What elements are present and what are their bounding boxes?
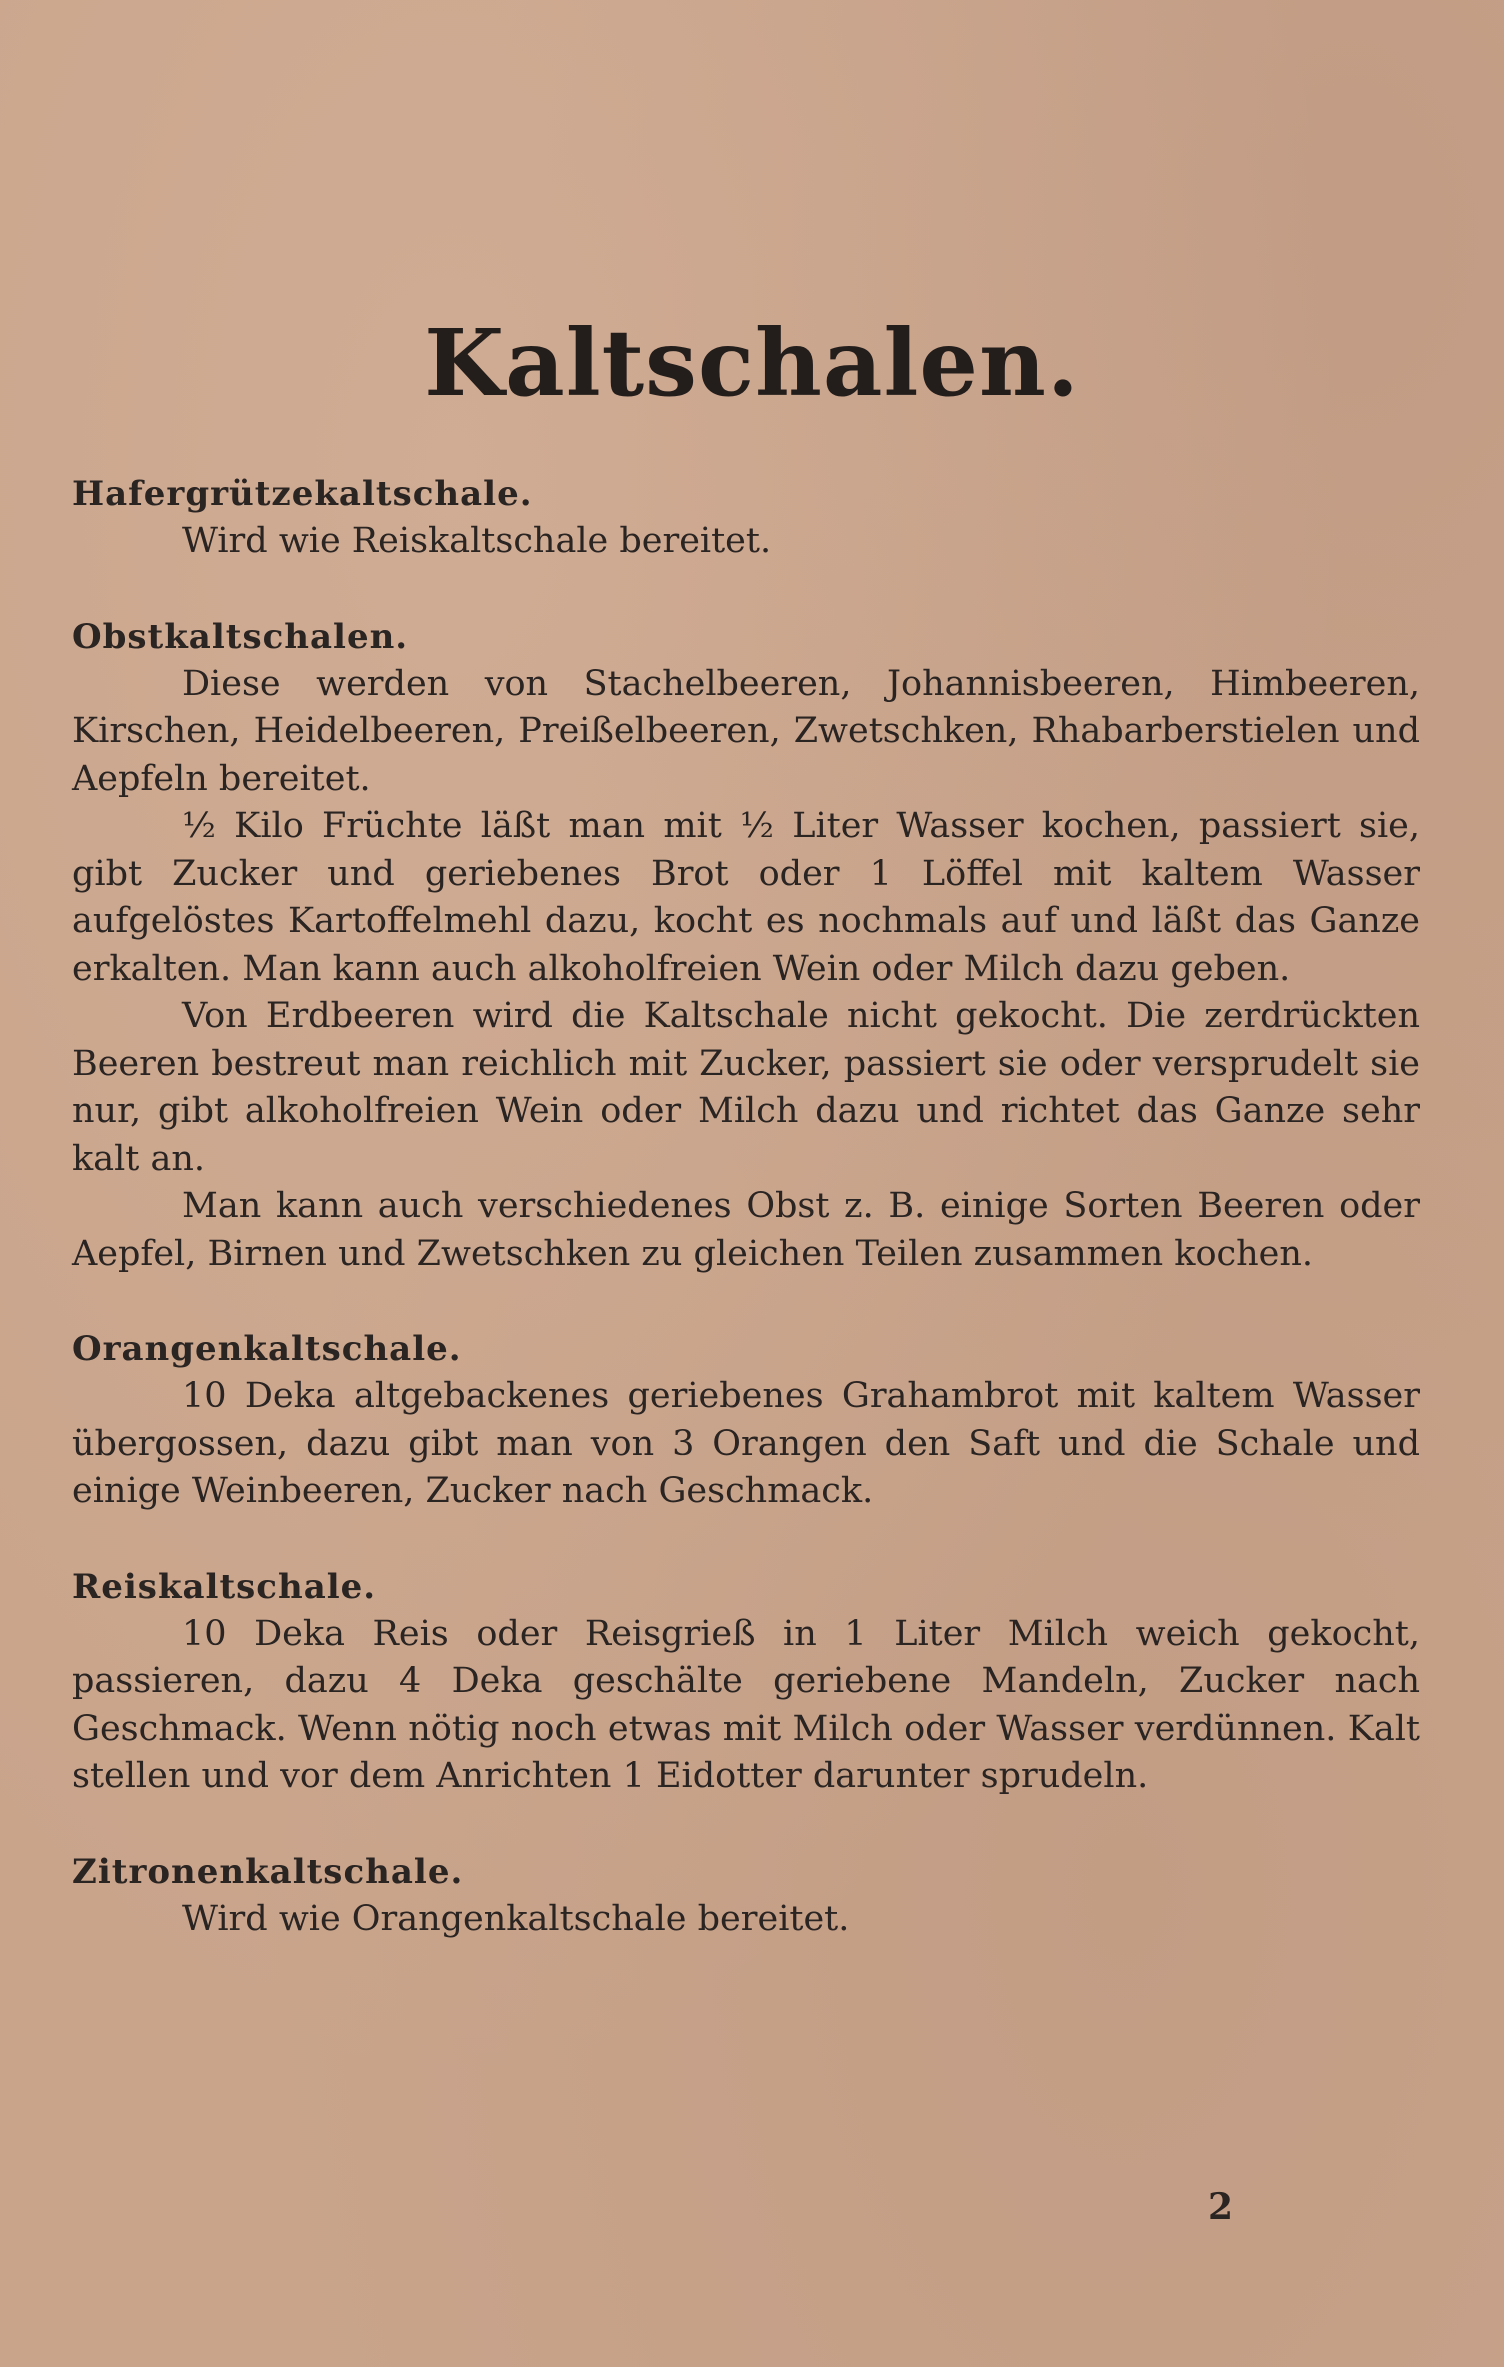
recipe-paragraph: Diese werden von Stachelbeeren, Johannisbeeren, Himbeeren, Kirschen, Heidelbeeren, Preißelbeeren, Zwetschken, Rhabarberstielen und Aepfeln bereitet. [72, 663, 1420, 799]
recipe-section [72, 1848, 1420, 1944]
recipe-paragraph: Von Erdbeeren wird die Kaltschale nicht gekocht. Die zerdrückten Beeren bestreut man reichlich mit Zucker, passiert sie oder versprudelt sie nur, gibt alkoholfreien Wein oder Milch dazu und richtet das Ganze sehr kalt an. [72, 996, 1420, 1179]
recipe-section [72, 1325, 1420, 1516]
recipe-heading: Reiskaltschale. [72, 1566, 377, 1607]
recipe-paragraph: 10 Deka Reis oder Reisgrieß in 1 Liter Milch weich gekocht, passieren, dazu 4 Deka geschälte geriebene Mandeln, Zucker nach Geschmack. Wenn nötig noch etwas mit Milch oder Wasser verdünnen. Kalt stellen und vor dem Anrichten 1 Eidotter darunter sprudeln. [72, 1613, 1420, 1796]
recipe-heading: Hafergrützekaltschale. [72, 474, 533, 514]
recipe-heading: Orangenkaltschale. [72, 1329, 462, 1369]
recipe-section [72, 613, 1420, 1279]
recipe-paragraph: Man kann auch verschiedenes Obst z. B. einige Sorten Beeren oder Aepfel, Birnen und Zwetschken zu gleichen Teilen zusammen kochen. [72, 1186, 1420, 1274]
recipe-heading: Zitronenkaltschale. [72, 1851, 464, 1892]
recipe-paragraph: Wird wie Reiskaltschale bereitet. [182, 521, 772, 561]
recipe-heading: Obstkaltschalen. [72, 616, 409, 657]
recipe-section [72, 470, 1420, 566]
recipe-paragraph: Wird wie Orangenkaltschale bereitet. [182, 1898, 850, 1939]
recipe-paragraph: 10 Deka altgebackenes geriebenes Grahambrot mit kaltem Wasser übergossen, dazu gibt man von 3 Orangen den Saft und die Schale und einige Weinbeeren, Zucker nach Geschmack. [72, 1376, 1420, 1511]
recipe-paragraph: ½ Kilo Früchte läßt man mit ½ Liter Wasser kochen, passiert sie, gibt Zucker und geriebenes Brot oder 1 Löffel mit kaltem Wasser aufgelöstes Kartoffelmehl dazu, kocht es nochmals auf und läßt das Ganze erkalten. Man kann auch alkoholfreien Wein oder Milch dazu geben. [72, 806, 1420, 989]
page-title: Kaltschalen. [424, 309, 1080, 417]
recipe-section [72, 1563, 1420, 1801]
recipe-content [72, 470, 1420, 1990]
page-number: 2 [1208, 2186, 1234, 2228]
